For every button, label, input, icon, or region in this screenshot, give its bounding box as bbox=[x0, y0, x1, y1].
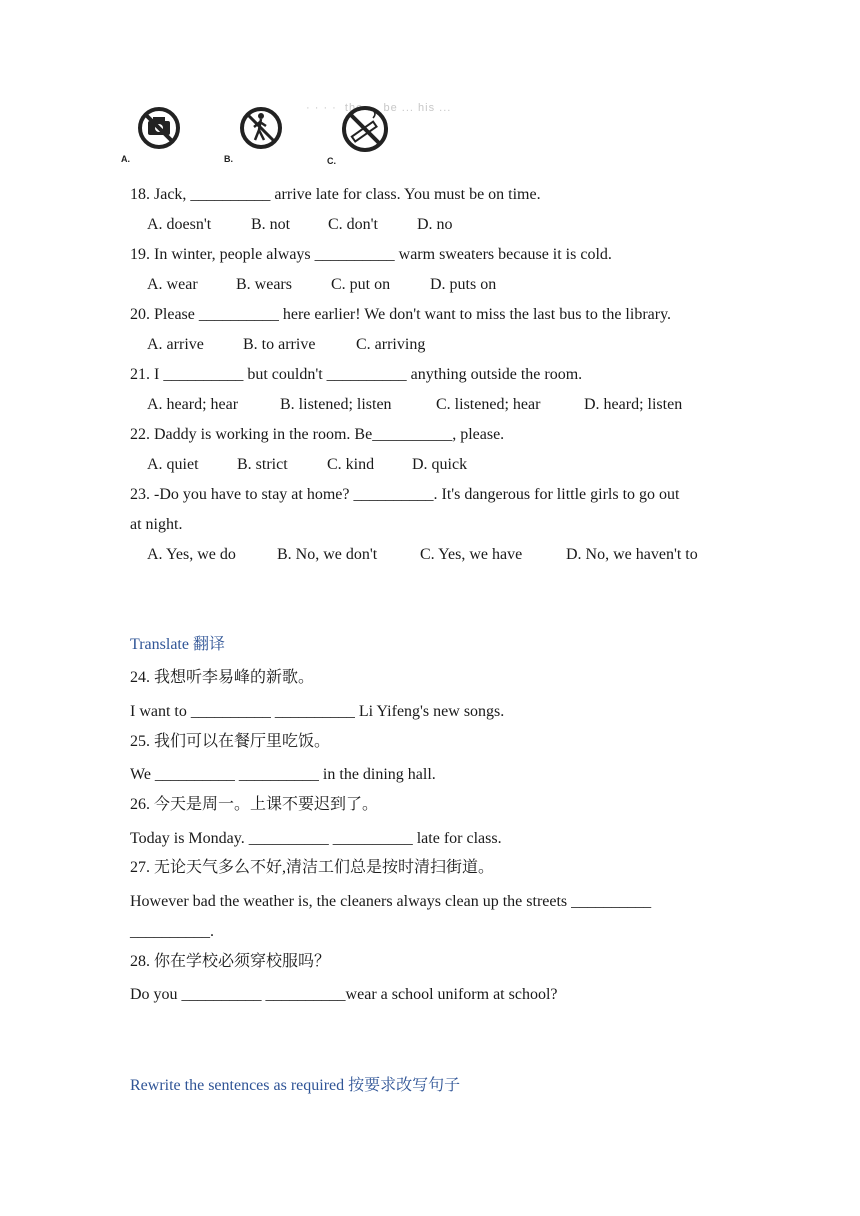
question-18-options bbox=[147, 215, 453, 235]
faded-scan-text: · · · · the ... be ... his ... bbox=[306, 102, 452, 114]
no-walking-icon bbox=[239, 104, 283, 152]
option[interactable]: D. puts on bbox=[430, 276, 497, 293]
option[interactable]: D. No, we haven't to bbox=[566, 546, 698, 563]
option[interactable]: D. no bbox=[417, 216, 453, 233]
translate-heading: Translate 翻译 bbox=[130, 636, 225, 653]
option[interactable]: A. Yes, we do bbox=[147, 546, 236, 563]
option[interactable]: A. wear bbox=[147, 276, 198, 293]
option[interactable]: C. don't bbox=[328, 216, 378, 233]
option[interactable]: B. to arrive bbox=[243, 336, 316, 353]
translate-27-chinese: 27. 无论天气多么不好,清洁工们总是按时清扫街道。 bbox=[130, 859, 495, 876]
option[interactable]: B. not bbox=[251, 216, 291, 233]
question-19-options bbox=[147, 275, 496, 295]
question-21-options bbox=[147, 395, 682, 415]
sign-b-letter: B. bbox=[224, 154, 233, 164]
translate-25-english: We __________ __________ in the dining hall. bbox=[130, 766, 436, 783]
option[interactable]: B. listened; listen bbox=[280, 396, 392, 413]
sign-a bbox=[121, 104, 185, 172]
translate-26-english: Today is Monday. __________ __________ late for class. bbox=[130, 830, 502, 847]
question-22-stem: 22. Daddy is working in the room. Be__________, please. bbox=[130, 426, 505, 443]
translate-26-chinese: 26. 今天是周一。上课不要迟到了。 bbox=[130, 796, 379, 813]
option[interactable]: B. wears bbox=[236, 276, 292, 293]
option[interactable]: D. quick bbox=[412, 456, 468, 473]
option[interactable]: A. quiet bbox=[147, 456, 199, 473]
rewrite-heading: Rewrite the sentences as required 按要求改写句子 bbox=[130, 1077, 461, 1094]
question-18-stem: 18. Jack, __________ arrive late for class. You must be on time. bbox=[130, 186, 541, 203]
translate-27-english-cont: __________. bbox=[130, 923, 214, 940]
option[interactable]: B. strict bbox=[237, 456, 288, 473]
translate-28-english: Do you __________ __________wear a school uniform at school? bbox=[130, 986, 558, 1003]
translate-24-english: I want to __________ __________ Li Yifeng's new songs. bbox=[130, 703, 505, 720]
prohibition-signs-image bbox=[121, 100, 452, 172]
option[interactable]: A. arrive bbox=[147, 336, 204, 353]
question-20-stem: 20. Please __________ here earlier! We don't want to miss the last bus to the library. bbox=[130, 306, 672, 323]
option[interactable]: C. arriving bbox=[356, 336, 426, 353]
no-camera-icon bbox=[137, 104, 181, 152]
option[interactable]: A. heard; hear bbox=[147, 396, 239, 413]
sign-c bbox=[327, 104, 389, 172]
option[interactable]: D. heard; listen bbox=[584, 396, 683, 413]
sign-c-letter: C. bbox=[327, 156, 336, 166]
option[interactable]: C. kind bbox=[327, 456, 375, 473]
translate-24-chinese: 24. 我想听李易峰的新歌。 bbox=[130, 669, 315, 686]
question-23-stem-line2: at night. bbox=[130, 516, 183, 533]
question-23-options bbox=[147, 545, 698, 565]
sign-a-letter: A. bbox=[121, 154, 130, 164]
option[interactable]: C. listened; hear bbox=[436, 396, 541, 413]
translate-27-english: However bad the weather is, the cleaners always clean up the streets __________ bbox=[130, 893, 652, 910]
translate-25-chinese: 25. 我们可以在餐厅里吃饭。 bbox=[130, 733, 331, 750]
question-21-stem: 21. I __________ but couldn't __________ anything outside the room. bbox=[130, 366, 583, 383]
question-19-stem: 19. In winter, people always __________ warm sweaters because it is cold. bbox=[130, 246, 612, 263]
question-20-options bbox=[147, 335, 425, 355]
option[interactable]: C. Yes, we have bbox=[420, 546, 523, 563]
question-23-stem-line1: 23. -Do you have to stay at home? __________. It's dangerous for little girls to go out bbox=[130, 486, 680, 503]
question-22-options bbox=[147, 455, 467, 475]
option[interactable]: A. doesn't bbox=[147, 216, 212, 233]
translate-28-chinese: 28. 你在学校必须穿校服吗？ bbox=[130, 953, 331, 970]
option[interactable]: B. No, we don't bbox=[277, 546, 378, 563]
no-smoking-icon bbox=[341, 104, 389, 154]
sign-b bbox=[224, 104, 287, 172]
option[interactable]: C. put on bbox=[331, 276, 391, 293]
